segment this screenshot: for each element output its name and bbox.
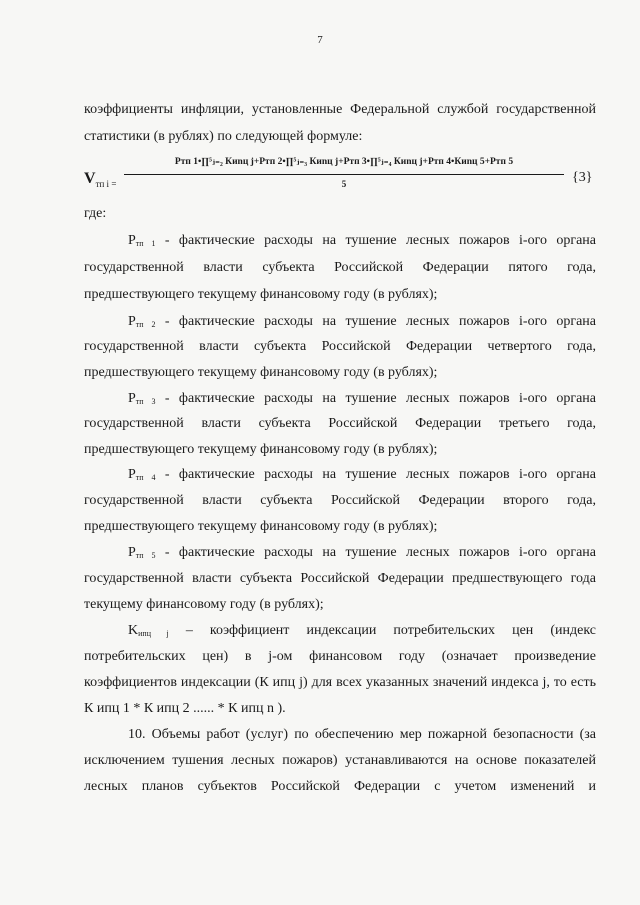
definition-1-line-1 (128, 232, 596, 253)
intro-line-1: коэффициенты инфляции, установленные Федеральной службой государственной (84, 102, 596, 117)
definition-4-line-2: государственной власти субъекта Российской Федерации второго года, (84, 493, 596, 508)
kindex-line-2: потребительских цен) в j-ом финансовом году (означает произведение (84, 649, 596, 664)
kindex-subscript: ипц j (138, 629, 169, 638)
def-subscript: тп 1 (135, 239, 156, 248)
formula-lhs-symbol: V (84, 170, 96, 187)
definition-2-line-3: предшествующего текущему финансовому году (в рублях); (84, 365, 438, 380)
formula-lhs-subscript: тп i = (95, 179, 117, 190)
formula-lhs (84, 170, 116, 189)
def-subscript: тп 2 (135, 320, 156, 329)
definition-1-line-2: государственной власти субъекта Российской Федерации пятого года, (84, 260, 596, 275)
formula-3 (84, 156, 604, 196)
definition-3-line-3: предшествующего текущему финансовому году (в рублях); (84, 442, 438, 457)
def-subscript: тп 4 (135, 473, 156, 482)
definition-5-line-3: текущему финансовому году (в рублях); (84, 597, 324, 612)
definition-5-line-2: государственной власти субъекта Российской Федерации предшествующего года (84, 571, 596, 586)
def-symbol: P (128, 545, 136, 560)
paragraph-10-line-1: 10. Объемы работ (услуг) по обеспечению мер пожарной безопасности (за (128, 727, 596, 742)
paragraph-10-line-3: лесных планов субъектов Российской Федерации с учетом изменений и (84, 779, 596, 794)
def-text: - фактические расходы на тушение лесных пожаров i-ого органа (164, 391, 597, 406)
fraction-bar (124, 174, 564, 175)
kindex-line-3: коэффициентов индексации (К ипц j) для всех указанных значений индекса j, то есть (84, 675, 596, 690)
formula-denominator: 5 (341, 179, 347, 189)
kindex-line-4: К ипц 1 * К ипц 2 ...... * К ипц n ). (84, 701, 286, 716)
page-number: 7 (317, 34, 323, 46)
def-symbol: P (128, 467, 136, 482)
def-subscript: тп 5 (135, 551, 156, 560)
def-text: - фактические расходы на тушение лесных пожаров i-ого органа (164, 545, 597, 560)
definition-1-line-3: предшествующего текущему финансовому году (в рублях); (84, 287, 438, 302)
def-text: - фактические расходы на тушение лесных пожаров i-ого органа (164, 233, 597, 248)
def-text: - фактические расходы на тушение лесных пожаров i-ого органа (164, 467, 597, 482)
formula-numerator: Pтп 1•∏⁵ⱼ₌₂ Киnц j+Pтп 2•∏⁵ⱼ₌₃ Киnц j+Pтп 3•∏⁵ⱼ₌₄ Киnц j+Pтп 4•Киnц 5+Pтп 5 (174, 157, 514, 167)
definition-2-line-2: государственной власти субъекта Российской Федерации четвертого года, (84, 339, 596, 354)
def-symbol: P (128, 391, 136, 406)
equation-number: {3} (572, 170, 593, 185)
definition-3-line-2: государственной власти субъекта Российской Федерации третьего года, (84, 416, 596, 431)
def-text: - фактические расходы на тушение лесных пожаров i-ого органа (164, 314, 597, 329)
def-symbol: P (128, 233, 136, 248)
intro-line-2: статистики (в рублях) по следующей формуле: (84, 129, 363, 144)
kindex-symbol: K (128, 623, 139, 638)
kindex-line-1 (128, 622, 596, 643)
definition-4-line-3: предшествующего текущему финансовому году (в рублях); (84, 519, 438, 534)
definition-3-line-1 (128, 390, 596, 411)
where-label: где: (84, 206, 107, 221)
def-subscript: тп 3 (135, 397, 156, 406)
definition-5-line-1 (128, 544, 596, 565)
paragraph-10-line-2: исключением тушения лесных пожаров) устанавливаются на основе показателей (84, 753, 596, 768)
kindex-text: – коэффициент индексации потребительских цен (индекс (185, 623, 596, 638)
def-symbol: P (128, 314, 136, 329)
definition-2-line-1 (128, 313, 596, 334)
definition-4-line-1 (128, 466, 596, 487)
